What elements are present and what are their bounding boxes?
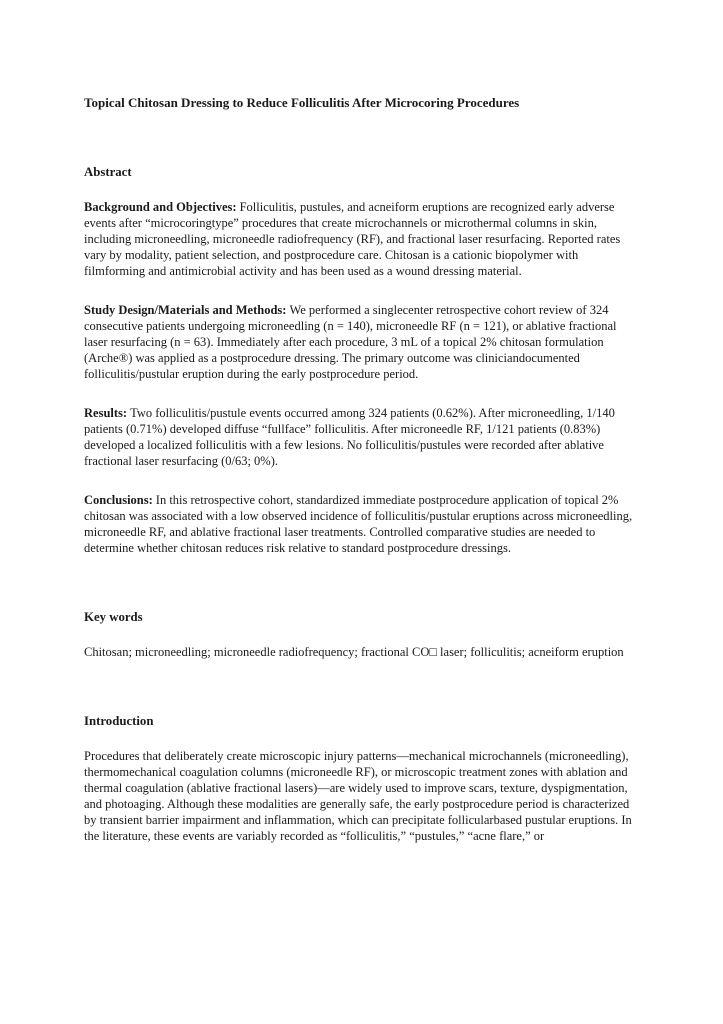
section-heading-abstract: Abstract <box>84 165 132 179</box>
paragraph-text: Two folliculitis/pustule events occurred among 324 patients (0.62%). After microneedling, 1/140 patients (0.71%) developed diffuse “fullface” folliculitis. After microneedle RF, 1/121 patients (0.83%) developed a localized folliculitis with a few lesions. No folliculitis/pustules were recorded after ablative fractional laser resurfacing (0/63; 0%). <box>84 406 615 468</box>
paper-content <box>84 95 640 844</box>
paragraph-label: Conclusions: <box>84 493 153 507</box>
paragraph-text: In this retrospective cohort, standardized immediate postprocedure application of topical 2% chitosan was associated with a low observed incidence of folliculitis/pustular eruptions across microneedling, microneedle RF, and ablative fractional laser treatments. Controlled comparative studies are needed to determine whether chitosan reduces risk relative to standard postprocedure dressings. <box>84 493 633 555</box>
section-heading-introduction: Introduction <box>84 714 154 728</box>
paragraph-label: Study Design/Materials and Methods: <box>84 303 287 317</box>
paragraph-label: Background and Objectives: <box>84 200 237 214</box>
paragraph-text: We performed a singlecenter retrospective cohort review of 324 consecutive patients undergoing microneedling (n = 140), microneedle RF (n = 121), or ablative fractional laser resurfacing (n = 63). Immediately after each procedure, 3 mL of a topical 2% chitosan formulation (Arche®) was applied as a postprocedure dressing. The primary outcome was cliniciandocumented folliculitis/pustular eruption during the early postprocedure period. <box>84 303 617 381</box>
paragraph-label: Results: <box>84 406 128 420</box>
abstract-paragraph-conclusions <box>84 492 640 556</box>
introduction-text: Procedures that deliberately create microscopic injury patterns—mechanical microchannels (microneedling), thermomechanical coagulation columns (microneedle RF), or microscopic treatment zones with ablation and thermal coagulation (ablative fractional lasers)—are widely used to improve scars, texture, dyspigmentation, and photoaging. Although these modalities are generally safe, the early postprocedure period is characterized by transient barrier impairment and inflammation, which can precipitate follicularbased pustular eruptions. In the literature, these events are variably recorded as “folliculitis,” “pustules,” “acne flare,” or <box>84 749 632 843</box>
paragraph-text: Folliculitis, pustules, and acneiform eruptions are recognized early adverse events after “microcoringtype” procedures that create microchannels or microthermal columns in skin, including microneedling, microneedle radiofrequency (RF), and fractional laser resurfacing. Reported rates vary by modality, patient selection, and postprocedure care. Chitosan is a cationic biopolymer with filmforming and antimicrobial activity and has been used as a wound dressing material. <box>84 200 621 278</box>
abstract-paragraph-methods <box>84 302 640 382</box>
abstract-paragraph-background <box>84 199 640 279</box>
abstract-paragraph-results <box>84 405 640 469</box>
section-heading-keywords: Key words <box>84 610 143 624</box>
keywords-text: Chitosan; microneedling; microneedle radiofrequency; fractional CO□ laser; folliculitis; acneiform eruption <box>84 645 624 659</box>
paper-title: Topical Chitosan Dressing to Reduce Folliculitis After Microcoring Procedures <box>84 95 520 110</box>
